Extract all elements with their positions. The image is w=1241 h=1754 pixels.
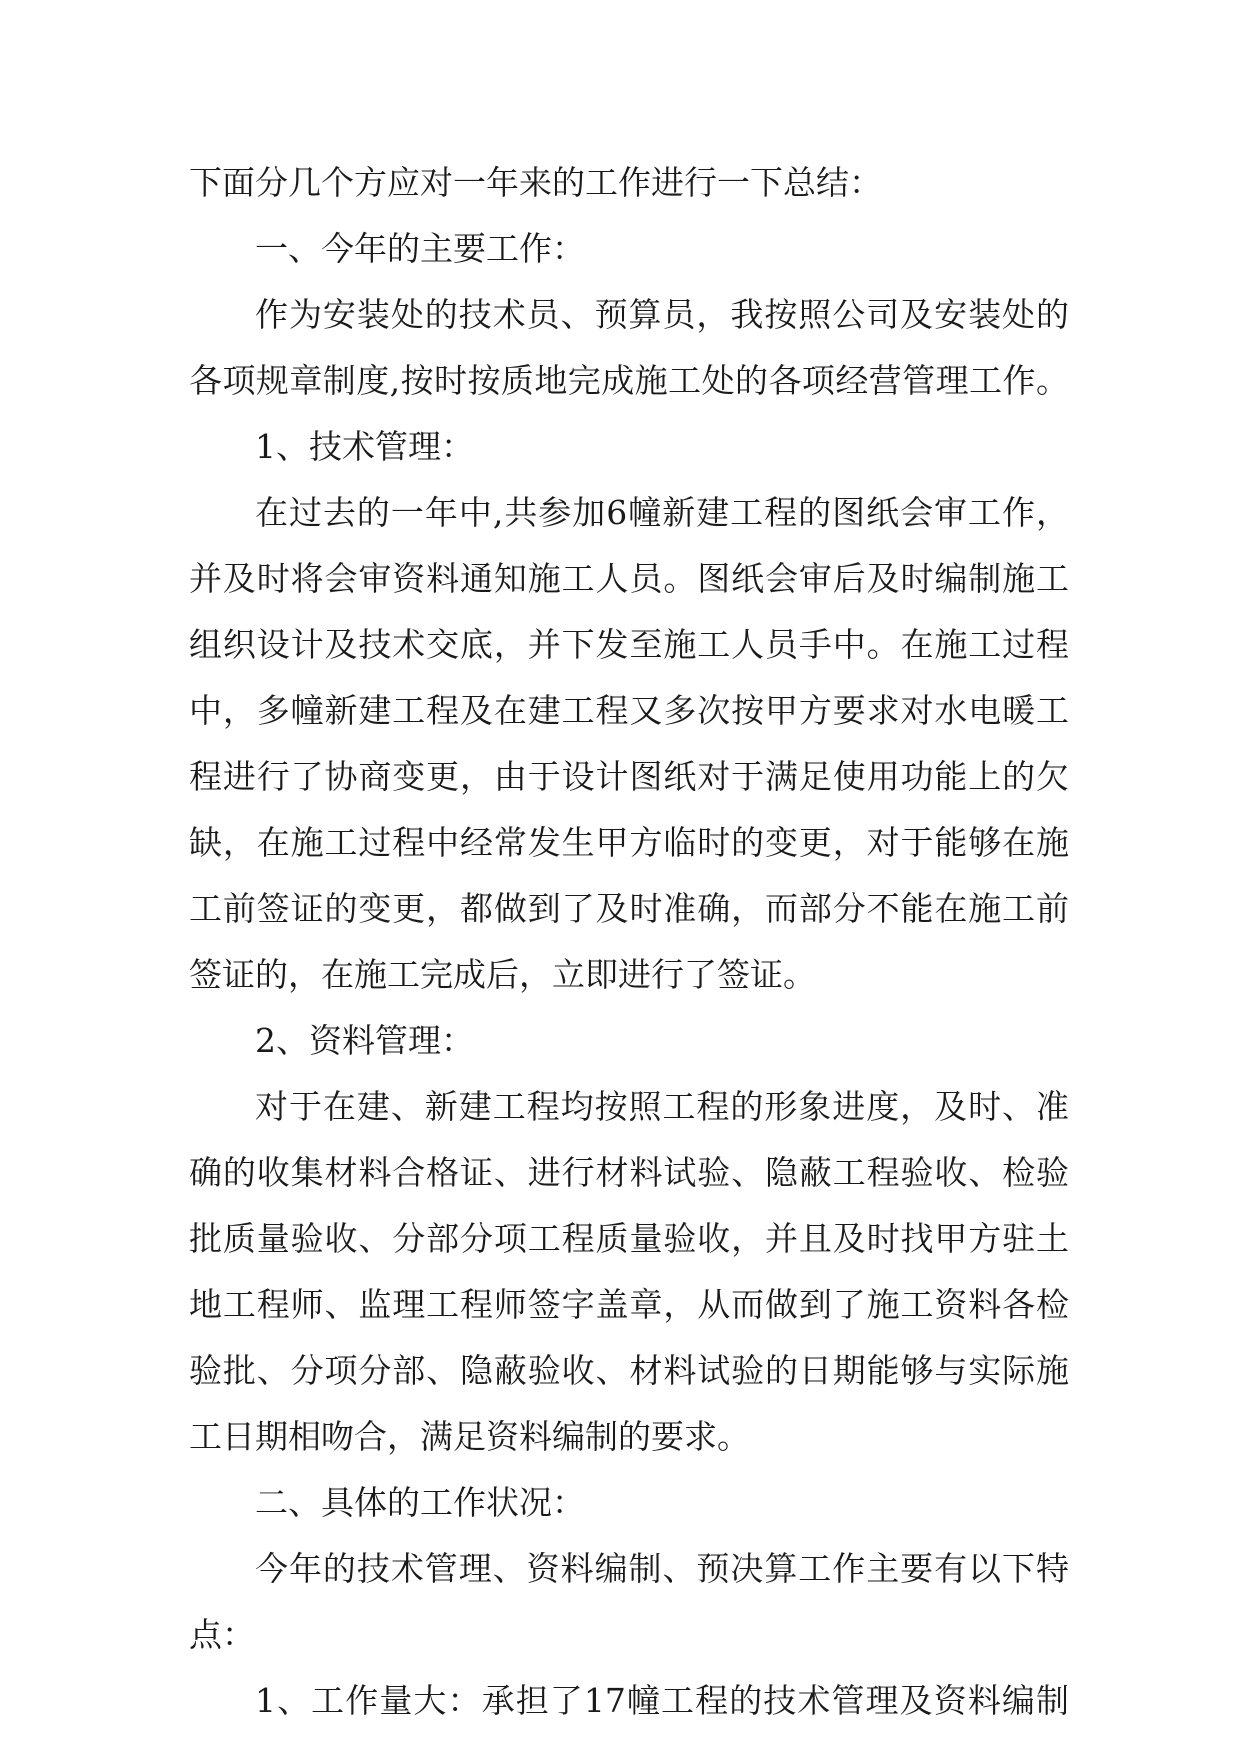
- text-line: 在过去的一年中,共参加6幢新建工程的图纸会审工作，: [255, 493, 1069, 532]
- text-line: 批质量验收、分部分项工程质量验收，并且及时找甲方驻土: [189, 1219, 1069, 1258]
- text-line: 签证的，在施工完成后，立即进行了签证。: [189, 955, 816, 994]
- text-line: 点：: [189, 1615, 255, 1654]
- subsection-heading: 2、资料管理：: [255, 1021, 474, 1060]
- text-line: 地工程师、监理工程师签字盖章，从而做到了施工资料各检: [189, 1285, 1069, 1324]
- text-line: 确的收集材料合格证、进行材料试验、隐蔽工程验收、检验: [189, 1153, 1069, 1192]
- subsection-heading: 1、技术管理：: [255, 427, 474, 466]
- text-line: 工前签证的变更，都做到了及时准确，而部分不能在施工前: [189, 889, 1069, 928]
- text-line: 组织设计及技术交底，并下发至施工人员手中。在施工过程: [189, 625, 1069, 664]
- text-line: 作为安装处的技术员、预算员，我按照公司及安装处的: [255, 295, 1069, 334]
- section-heading: 二、具体的工作状况：: [255, 1483, 585, 1522]
- text-line: 1、工作量大：承担了17幢工程的技术管理及资料编制: [255, 1681, 1069, 1720]
- section-heading: 一、今年的主要工作：: [255, 229, 585, 268]
- text-line: 验批、分项分部、隐蔽验收、材料试验的日期能够与实际施: [189, 1351, 1069, 1390]
- text-line: 并及时将会审资料通知施工人员。图纸会审后及时编制施工: [189, 559, 1069, 598]
- text-line: 今年的技术管理、资料编制、预决算工作主要有以下特: [255, 1549, 1069, 1588]
- text-line: 各项规章制度,按时按质地完成施工处的各项经营管理工作。: [189, 361, 1069, 400]
- text-line: 下面分几个方应对一年来的工作进行一下总结：: [189, 163, 882, 202]
- text-line: 对于在建、新建工程均按照工程的形象进度，及时、准: [255, 1087, 1069, 1126]
- text-line: 程进行了协商变更，由于设计图纸对于满足使用功能上的欠: [189, 757, 1069, 796]
- text-line: 中，多幢新建工程及在建工程又多次按甲方要求对水电暖工: [189, 691, 1069, 730]
- text-line: 缺，在施工过程中经常发生甲方临时的变更，对于能够在施: [189, 823, 1069, 862]
- text-line: 工日期相吻合，满足资料编制的要求。: [189, 1417, 750, 1456]
